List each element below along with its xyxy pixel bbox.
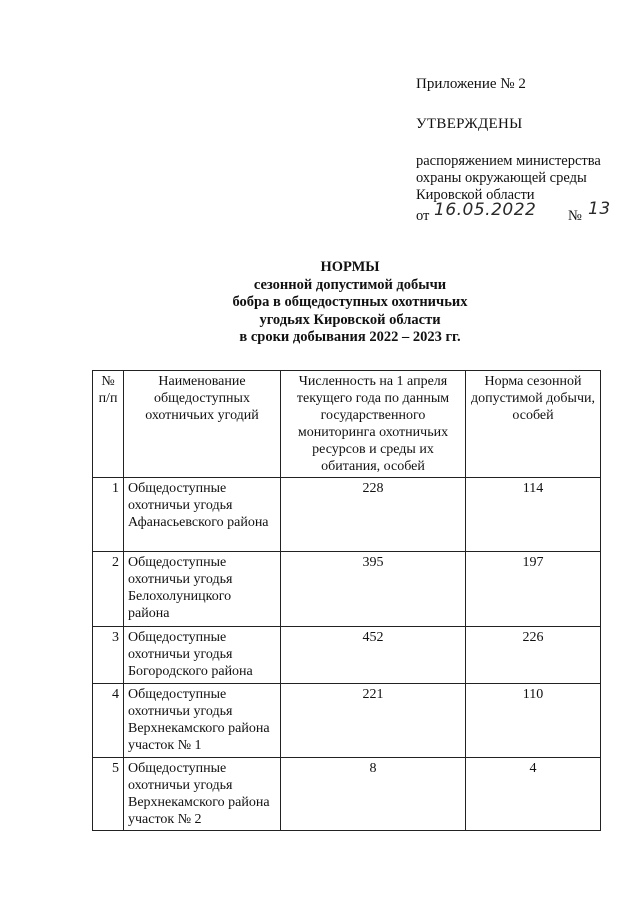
row-norm: 197 <box>466 552 601 627</box>
header-count: Численность на 1 апреля текущего года по данным государственного мониторинга охотничьих ресурсов и среды их обитания, особей <box>281 371 466 478</box>
row-norm: 110 <box>466 684 601 758</box>
row-norm: 4 <box>466 758 601 831</box>
table-row <box>93 758 601 831</box>
row-number: 1 <box>93 478 124 552</box>
header-number: № п/п <box>93 371 124 478</box>
order-line: распоряжением министерства <box>416 153 601 169</box>
annex-label: Приложение № 2 <box>416 76 526 92</box>
header-norm: Норма сезонной допустимой добычи, особей <box>466 371 601 478</box>
row-name: Общедоступные охотничьи угодья Афанасьевского района <box>124 478 281 552</box>
from-word: от <box>416 208 430 224</box>
norms-table <box>92 370 601 831</box>
row-count: 221 <box>281 684 466 758</box>
document-title <box>150 259 550 347</box>
row-count: 228 <box>281 478 466 552</box>
row-number: 2 <box>93 552 124 627</box>
row-count: 395 <box>281 552 466 627</box>
title-line: в сроки добывания 2022 – 2023 гг. <box>239 329 461 345</box>
table-row <box>93 684 601 758</box>
handwritten-number: 13 <box>588 199 611 219</box>
title-line: сезонной допустимой добычи <box>253 276 447 293</box>
title-line: угодьях Кировской области <box>259 311 441 328</box>
row-name: Общедоступные охотничьи угодья Верхнекамского района участок № 2 <box>124 758 281 831</box>
table-row <box>93 627 601 684</box>
approved-label: УТВЕРЖДЕНЫ <box>416 116 523 132</box>
row-name: Общедоступные охотничьи угодья Богородского района <box>124 627 281 684</box>
table-row <box>93 552 601 627</box>
title-line: бобра в общедоступных охотничьих <box>232 294 468 310</box>
table-row <box>93 478 601 552</box>
number-sign: № <box>568 208 582 224</box>
table-header-row <box>93 371 601 478</box>
row-number: 5 <box>93 758 124 831</box>
order-reference <box>416 153 626 226</box>
order-date-line <box>416 199 626 226</box>
header-name: Наименование общедоступных охотничьих угодий <box>124 371 281 478</box>
row-norm: 226 <box>466 627 601 684</box>
row-count: 452 <box>281 627 466 684</box>
order-line: охраны окружающей среды <box>416 170 587 186</box>
title-line: НОРМЫ <box>320 259 380 275</box>
row-norm: 114 <box>466 478 601 552</box>
row-number: 3 <box>93 627 124 684</box>
row-name: Общедоступные охотничьи угодья Белохолуницкого района <box>124 552 281 627</box>
row-number: 4 <box>93 684 124 758</box>
order-line: Кировской области <box>416 187 535 203</box>
row-name: Общедоступные охотничьи угодья Верхнекамского района участок № 1 <box>124 684 281 758</box>
row-count: 8 <box>281 758 466 831</box>
handwritten-date: 16.05.2022 <box>434 200 537 220</box>
